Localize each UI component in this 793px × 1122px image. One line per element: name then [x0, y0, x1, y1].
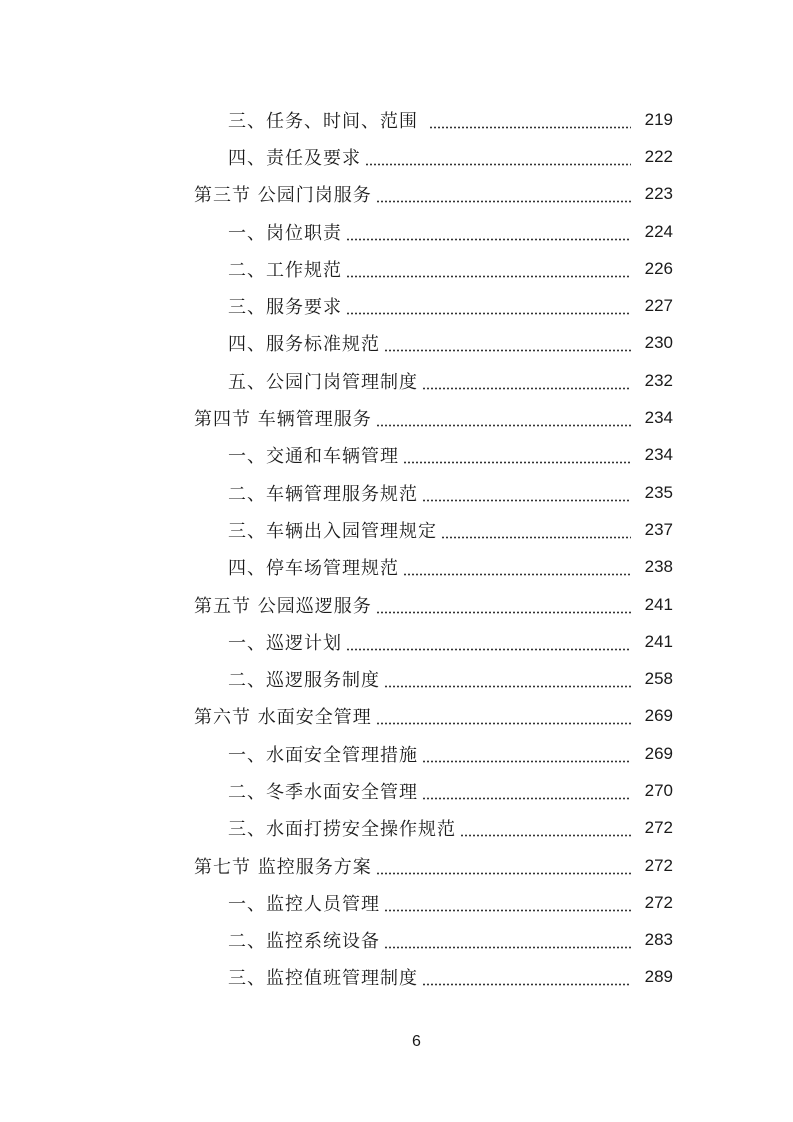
toc-section-label: 第六节 水面安全管理 [194, 707, 372, 729]
toc-section-label: 第七节 监控服务方案 [194, 856, 372, 878]
toc-entry-label: 三、监控值班管理制度 [228, 968, 418, 990]
dot-leader [346, 223, 631, 241]
dot-leader [384, 931, 631, 949]
toc-entry-page: 219 [644, 109, 673, 129]
toc-entry[interactable] [0, 959, 793, 996]
toc-section[interactable] [0, 586, 793, 623]
toc-entry-label: 四、服务标准规范 [228, 334, 380, 356]
toc-section[interactable] [0, 399, 793, 436]
toc-section-label: 第四节 车辆管理服务 [194, 409, 372, 431]
toc-entry-label: 五、公园门岗管理制度 [228, 371, 418, 393]
dot-leader [422, 745, 631, 763]
toc-entry-page: 226 [644, 258, 673, 278]
toc-entry-page: 222 [644, 146, 673, 166]
toc-entry[interactable] [0, 810, 793, 847]
toc-entry-label: 一、监控人员管理 [228, 893, 380, 915]
dot-leader [403, 446, 631, 464]
toc-section[interactable] [0, 698, 793, 735]
toc-entry[interactable] [0, 213, 793, 250]
toc-entry-page: 234 [644, 445, 673, 465]
toc-entry-page: 283 [644, 930, 673, 950]
toc-entry-label: 三、水面打捞安全操作规范 [228, 819, 456, 841]
toc-entry[interactable] [0, 250, 793, 287]
toc-entry-label: 一、水面安全管理措施 [228, 744, 418, 766]
toc-entry-page: 237 [644, 519, 673, 539]
toc-entry[interactable] [0, 772, 793, 809]
dot-leader [346, 297, 631, 315]
dot-leader [422, 372, 631, 390]
dot-leader [384, 670, 631, 688]
toc-section-page: 269 [644, 706, 673, 726]
toc-entry[interactable] [0, 884, 793, 921]
toc-section-page: 223 [644, 184, 673, 204]
dot-leader [376, 707, 631, 725]
toc-entry-page: 227 [644, 296, 673, 316]
dot-leader [346, 260, 631, 278]
dot-leader [422, 782, 631, 800]
toc-entry[interactable] [0, 660, 793, 697]
toc-entry-page: 269 [644, 743, 673, 763]
dot-leader [376, 409, 631, 427]
toc-entry-label: 一、巡逻计划 [228, 632, 342, 654]
toc-entry-label: 四、停车场管理规范 [228, 558, 399, 580]
toc-entry-label: 二、车辆管理服务规范 [228, 483, 418, 505]
toc-entry[interactable] [0, 549, 793, 586]
dot-leader [346, 633, 631, 651]
toc-entry-page: 241 [644, 631, 673, 651]
toc-section-label: 第三节 公园门岗服务 [194, 185, 372, 207]
dot-leader [429, 111, 631, 129]
toc-entry-label: 二、冬季水面安全管理 [228, 781, 418, 803]
toc-entry-page: 232 [644, 370, 673, 390]
toc-entry-page: 224 [644, 221, 673, 241]
toc-entry-page: 289 [644, 967, 673, 987]
toc-entry-page: 238 [644, 557, 673, 577]
toc-entry[interactable] [0, 922, 793, 959]
toc-entry[interactable] [0, 474, 793, 511]
dot-leader [403, 558, 631, 576]
toc-entry-page: 272 [644, 892, 673, 912]
toc-section-page: 272 [644, 855, 673, 875]
toc-entry-page: 270 [644, 780, 673, 800]
toc-entry-label: 二、工作规范 [228, 259, 342, 281]
toc-section-page: 234 [644, 408, 673, 428]
dot-leader [376, 185, 631, 203]
toc-section-page: 241 [644, 594, 673, 614]
dot-leader [384, 894, 631, 912]
toc-entry[interactable] [0, 362, 793, 399]
toc-entry-page: 235 [644, 482, 673, 502]
toc-section[interactable] [0, 847, 793, 884]
page-number: 6 [412, 1033, 421, 1050]
toc-entry[interactable] [0, 325, 793, 362]
toc-entry-label: 四、责任及要求 [228, 147, 361, 169]
toc-entry-label: 二、监控系统设备 [228, 931, 380, 953]
toc-section[interactable] [0, 176, 793, 213]
toc-entry-label: 三、服务要求 [228, 297, 342, 319]
toc-entry[interactable] [0, 511, 793, 548]
toc-entry[interactable] [0, 101, 793, 138]
dot-leader [441, 521, 631, 539]
toc-entry-label: 二、巡逻服务制度 [228, 670, 380, 692]
toc-entry-page: 272 [644, 818, 673, 838]
dot-leader [422, 968, 631, 986]
dot-leader [376, 596, 631, 614]
toc-entry-label: 三、车辆出入园管理规定 [228, 520, 437, 542]
toc-entry-page: 230 [644, 333, 673, 353]
toc-entry[interactable] [0, 437, 793, 474]
toc-entry-page: 258 [644, 669, 673, 689]
toc-entry[interactable] [0, 287, 793, 324]
toc-entry-label: 一、岗位职责 [228, 222, 342, 244]
dot-leader [384, 334, 631, 352]
toc-entry-label: 三、任务、时间、范围 [228, 110, 425, 132]
toc-entry[interactable] [0, 138, 793, 175]
dot-leader [365, 148, 631, 166]
toc-entry[interactable] [0, 735, 793, 772]
toc-entry[interactable] [0, 623, 793, 660]
dot-leader [422, 484, 631, 502]
dot-leader [376, 857, 631, 875]
dot-leader [460, 819, 631, 837]
table-of-contents [0, 101, 793, 996]
toc-section-label: 第五节 公园巡逻服务 [194, 595, 372, 617]
toc-entry-label: 一、交通和车辆管理 [228, 446, 399, 468]
